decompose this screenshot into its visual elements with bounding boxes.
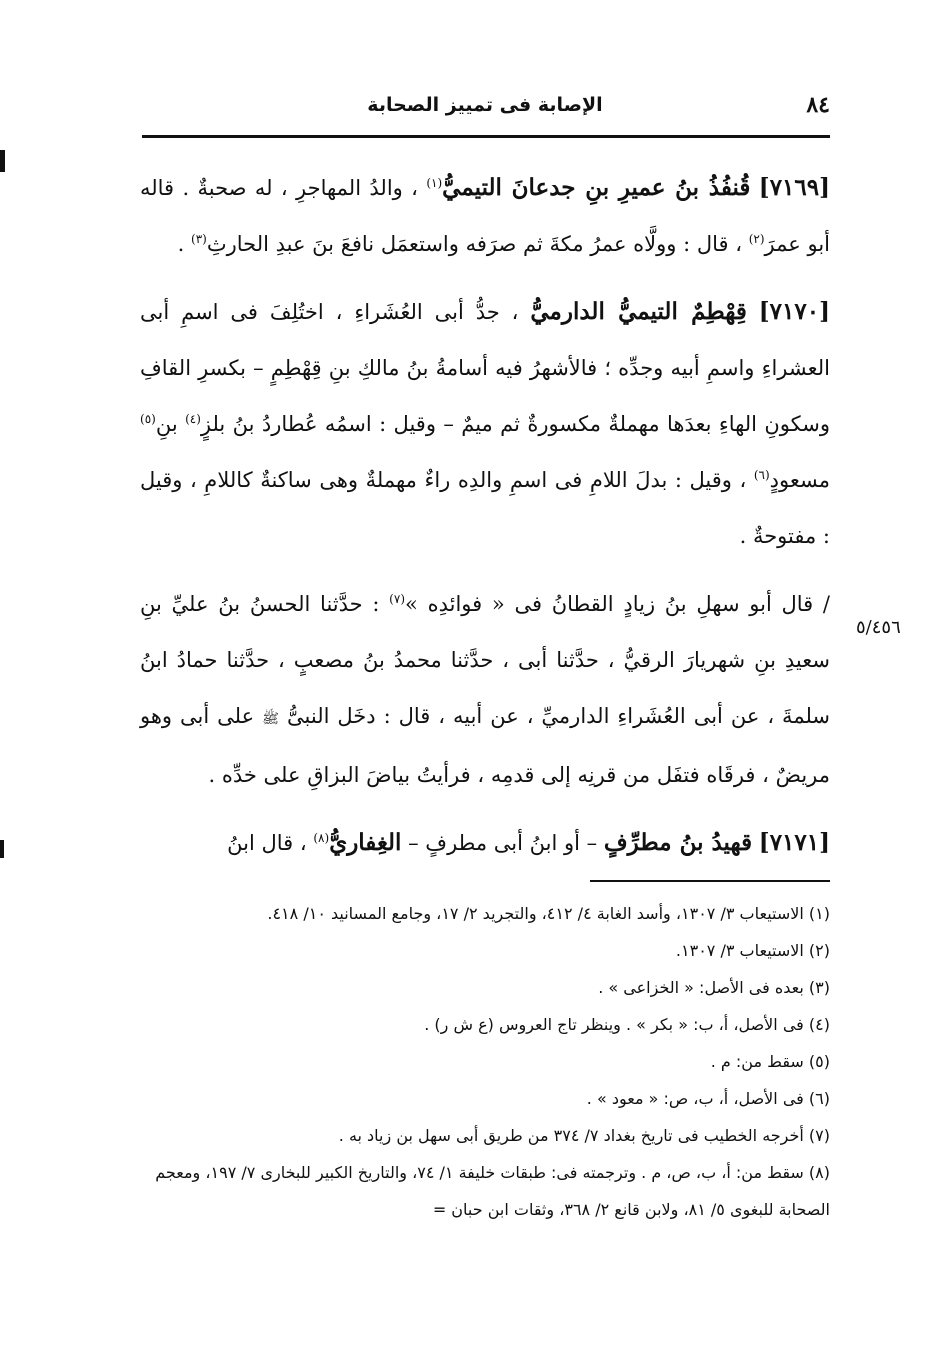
page-header: [140, 88, 830, 124]
footnote: (٦) فى الأصل، أ، ب، ص: « معود » .: [586, 1089, 830, 1108]
page-number: ٨٤: [806, 92, 830, 118]
footnote-ref[interactable]: (٣): [191, 232, 207, 246]
footnote-ref[interactable]: (٨): [313, 831, 330, 845]
entry-nisba: الغِفاريُّ: [329, 829, 402, 856]
footnote: (٨) سقط من: أ، ب، ص، م . وترجمته فى: طبقات خليفة ١/ ٧٤، والتاريخ الكبير للبخارى ٧/ ١٩٧، ومعجم الصحابة للبغوى ٥/ ٨١، ولابن قانع ٢/ ٣٦٨، وثقات ابن حبان =: [155, 1163, 830, 1219]
entry-text: – أو ابنُ أبى مطرفٍ –: [408, 831, 598, 855]
footnote: (٢) الاستيعاب ٣/ ١٣٠٧.: [675, 941, 830, 960]
entry-name: قُنفُذُ بنُ عميرِ بنِ جدعانَ التيميُّ: [442, 174, 751, 201]
footnote-ref[interactable]: (٦): [753, 468, 770, 482]
entry-text: بنِ: [155, 412, 178, 436]
footnote-ref[interactable]: (٧): [389, 592, 405, 606]
footnote: (١) الاستيعاب ٣/ ١٣٠٧، وأسد الغابة ٤/ ٤١٢، والتجريد ٢/ ١٧، وجامع المسانيد ١٠/ ٤١٨.: [267, 904, 830, 923]
entry-name: قِهْطِمٌ التيميُّ الدارميُّ: [530, 298, 747, 325]
hadith-text: / قال أبو سهلِ بنُ زيادٍ القطانُ فى « فوائدِه »: [405, 592, 830, 616]
running-title: الإصابة فى تمييز الصحابة: [367, 94, 603, 116]
header-rule: [142, 135, 830, 138]
main-text: [140, 160, 830, 883]
footnote: (٤) فى الأصل، أ، ب: « بكر » . وينظر تاج العروس (ع ش ر) .: [424, 1015, 830, 1034]
hadith-text: على أبى وهو مريضٌ ، فرقَاه فتفَل من قرنِه إلى قدمِه ، فرأيتُ بياضَ البزاقِ على خدِّه .: [140, 704, 830, 787]
footnote: (٧) أخرجه الخطيب فى تاريخ بغداد ٧/ ٣٧٤ من طريق أبى سهل بن زياد به .: [338, 1126, 830, 1145]
footnote-ref[interactable]: (١): [426, 176, 443, 190]
entry-text: ، قال : وولَّاه عمرُ مكةَ ثم صرَفه واستعمَل نافعَ بنَ عبدِ الحارثِ: [206, 232, 743, 256]
entry-text: ، والدُ المهاجرِ ، له صحبةٌ . قاله أبو عمرَ: [140, 176, 830, 256]
scan-edge-mark: [0, 150, 5, 172]
entry-name: قهيدُ بنُ مطرِّفٍ: [603, 829, 753, 856]
hadith-text: : حدَّثنا الحسنُ بنُ عليِّ بنِ سعيدِ بنِ شهريارَ الرقيُّ ، حدَّثنا أبى ، حدَّثنا محمدُ بنُ مصعبٍ ، حدَّثنا حمادُ ابنُ سلمةَ ، عن أبى العُشَراءِ الدارميِّ ، عن أبيه ، قال : دخَل النبىُّ: [140, 592, 831, 728]
footnote: (٣) بعده فى الأصل: « الخزاعى » .: [598, 978, 830, 997]
footnote-ref[interactable]: (٢): [748, 232, 765, 246]
entry-text: ، جدُّ أبى العُشَراءِ ، اختُلِفَ فى اسمِ أبى العشراءِ واسمِ أبيه وجدِّه ؛ فالأشهرُ فيه أسامةُ بنُ مالكِ بنِ قِهْطِمٍ – بكسرِ القافِ وسكونِ الهاءِ بعدَها مهملةٌ مكسورةٌ ثم ميمٌ – وقيل : اسمُه عُطاردُ بنُ بلزٍ: [140, 300, 830, 436]
entry-7170: [140, 284, 830, 564]
entry-text: ، وقيل : بدلَ اللامِ فى اسمِ والدِه راءٌ مهملةٌ وهى ساكنةٌ كاللامِ ، وقيل : مفتوحةٌ .: [140, 468, 830, 548]
entry-number: [٧١٧٠]: [758, 298, 830, 325]
entry-number: [٧١٧١]: [758, 829, 830, 856]
margin-volume-page: ٥/٤٥٦: [856, 617, 901, 638]
entry-7171: [140, 815, 830, 871]
entry-number: [٧١٦٩]: [758, 174, 830, 201]
footnote-separator: [590, 880, 830, 882]
footnotes: [140, 895, 830, 1228]
entry-text: .: [177, 232, 185, 256]
honorific-glyph: ﷺ: [262, 711, 280, 727]
entry-text: مسعودٍ: [769, 468, 830, 492]
footnote: (٥) سقط من: م .: [710, 1052, 830, 1071]
scan-edge-mark: [0, 840, 4, 858]
footnote-ref[interactable]: (٤): [185, 412, 201, 426]
footnote-ref[interactable]: (٥): [140, 412, 156, 426]
hadith-paragraph: [140, 576, 830, 803]
entry-7169: [140, 160, 830, 272]
entry-text: ، قال ابنُ: [227, 831, 307, 855]
